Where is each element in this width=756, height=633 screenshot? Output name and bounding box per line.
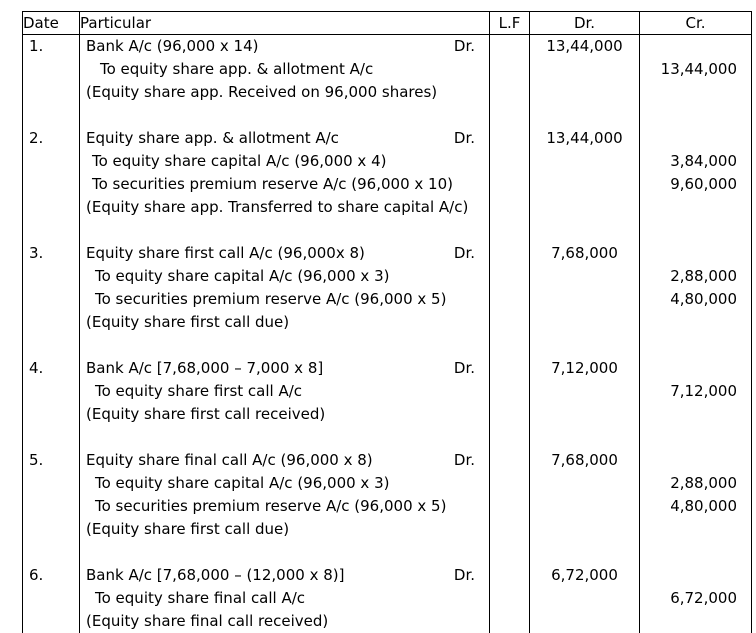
debit-line: Bank A/c [7,68,000 – 7,000 x 8] Dr.	[80, 357, 489, 380]
narration-line: (Equity share app. Transferred to share capital A/c)	[86, 198, 469, 216]
dr-amount: 6,72,000	[551, 566, 618, 584]
narration-line: (Equity share final call received)	[86, 612, 329, 630]
narration-line: (Equity share first call due)	[86, 313, 290, 331]
cr-amount: 6,72,000	[670, 589, 737, 607]
cr-amount: 4,80,000	[670, 290, 737, 308]
credit-line: To equity share final call A/c	[95, 589, 306, 607]
credit-line: To equity share capital A/c (96,000 x 3)	[95, 267, 390, 285]
credit-line: To equity share capital A/c (96,000 x 3)	[95, 474, 390, 492]
dr-mark: Dr.	[453, 566, 475, 584]
entry-number: 6.	[29, 566, 44, 584]
cr-amount: 3,84,000	[670, 152, 737, 170]
journal-entry-2	[23, 127, 752, 242]
debit-line: Bank A/c (96,000 x 14) Dr.	[80, 35, 489, 58]
cr-amount: 4,80,000	[670, 497, 737, 515]
lf-cell	[490, 357, 530, 449]
journal-entry-3	[23, 242, 752, 357]
lf-cell	[490, 242, 530, 357]
header-dr: Dr.	[530, 12, 640, 35]
credit-line: To equity share capital A/c (96,000 x 4)	[92, 152, 387, 170]
journal-entry-6	[23, 564, 752, 633]
header-date: Date	[23, 12, 80, 35]
header-row	[23, 12, 752, 35]
header-lf: L.F	[490, 12, 530, 35]
dr-amount: 7,68,000	[551, 244, 618, 262]
cr-amount: 13,44,000	[660, 60, 737, 78]
credit-line: To equity share first call A/c	[95, 382, 303, 400]
lf-cell	[490, 127, 530, 242]
lf-cell	[490, 449, 530, 564]
dr-mark: Dr.	[453, 129, 475, 147]
credit-line: To equity share app. & allotment A/c	[100, 60, 374, 78]
debit-line: Bank A/c [7,68,000 – (12,000 x 8)] Dr.	[80, 564, 489, 587]
dr-mark: Dr.	[453, 359, 475, 377]
dr-amount: 13,44,000	[546, 37, 623, 55]
dr-amount: 7,68,000	[551, 451, 618, 469]
dr-mark: Dr.	[453, 451, 475, 469]
credit-line: To securities premium reserve A/c (96,000 x 10)	[92, 175, 453, 193]
header-particular: Particular	[80, 12, 490, 35]
journal-table	[22, 11, 752, 633]
narration-line: (Equity share app. Received on 96,000 shares)	[86, 83, 438, 101]
dr-amount: 7,12,000	[551, 359, 618, 377]
cr-amount: 9,60,000	[670, 175, 737, 193]
entry-number: 4.	[29, 359, 44, 377]
debit-line: Equity share app. & allotment A/c Dr.	[80, 127, 489, 150]
narration-line: (Equity share first call due)	[86, 520, 290, 538]
debit-line: Equity share final call A/c (96,000 x 8) Dr.	[80, 449, 489, 472]
entry-number: 5.	[29, 451, 44, 469]
entry-number: 2.	[29, 129, 44, 147]
cr-amount: 7,12,000	[670, 382, 737, 400]
dr-mark: Dr.	[453, 244, 475, 262]
credit-line: To securities premium reserve A/c (96,000 x 5)	[95, 290, 447, 308]
cr-amount: 2,88,000	[670, 267, 737, 285]
debit-line: Equity share first call A/c (96,000x 8) Dr.	[80, 242, 489, 265]
journal-entry-1	[23, 35, 752, 128]
dr-mark: Dr.	[453, 37, 475, 55]
dr-amount: 13,44,000	[546, 129, 623, 147]
entry-number: 1.	[29, 37, 44, 55]
journal-entry-4	[23, 357, 752, 449]
cr-amount: 2,88,000	[670, 474, 737, 492]
header-cr: Cr.	[640, 12, 752, 35]
journal-entry-5	[23, 449, 752, 564]
lf-cell	[490, 564, 530, 633]
entry-number: 3.	[29, 244, 44, 262]
narration-line: (Equity share first call received)	[86, 405, 326, 423]
lf-cell	[490, 35, 530, 128]
credit-line: To securities premium reserve A/c (96,000 x 5)	[95, 497, 447, 515]
